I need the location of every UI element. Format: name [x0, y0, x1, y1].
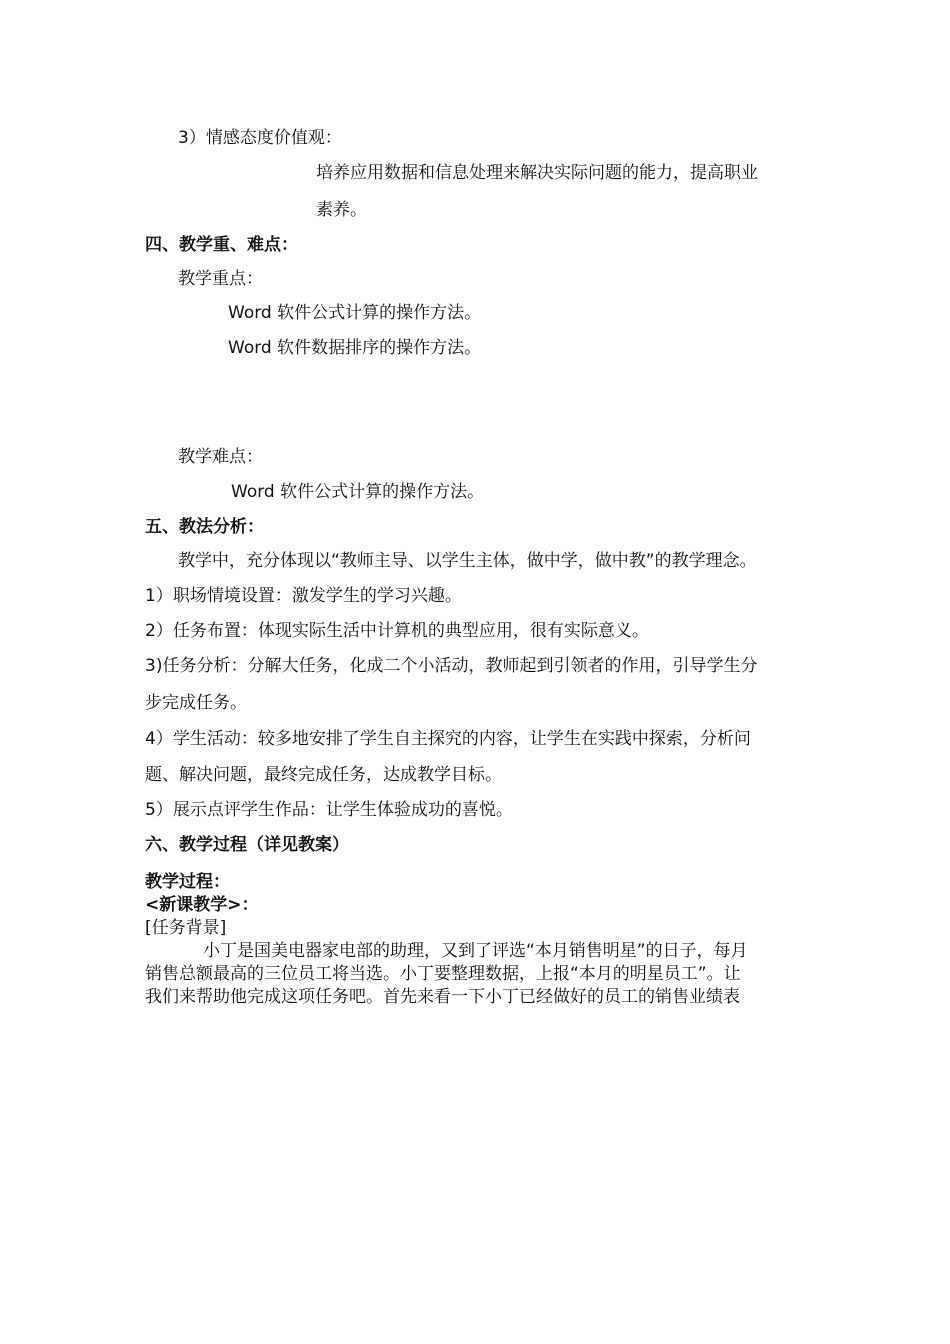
background-line: 销售总额最高的三位员工将当选。小丁要整理数据，上报“本月的明星员工”。让 — [145, 964, 741, 984]
section4-heading: 四、教学重、难点： — [145, 235, 298, 255]
task-background-label: [任务背景] — [145, 918, 227, 938]
difficult-points-label: 教学难点： — [178, 447, 263, 467]
process-label: 教学过程： — [145, 872, 230, 892]
section5-item: 1）职场情境设置：激发学生的学习兴趣。 — [145, 586, 462, 606]
section5-heading: 五、教法分析： — [145, 517, 264, 537]
new-lesson-label: <新课教学>： — [145, 895, 259, 915]
key-point-item: Word 软件数据排序的操作方法。 — [228, 338, 482, 358]
background-line: 我们来帮助他完成这项任务吧。首先来看一下小丁已经做好的员工的销售业绩表 — [145, 987, 740, 1007]
affect-text-line2: 素养。 — [316, 200, 367, 220]
section5-item: 5）展示点评学生作品：让学生体验成功的喜悦。 — [145, 800, 513, 820]
section5-item: 步完成任务。 — [145, 693, 247, 713]
section5-intro: 教学中，充分体现以“教师主导、以学生主体，做中学，做中教”的教学理念。 — [178, 551, 757, 571]
affect-text-line1: 培养应用数据和信息处理来解决实际问题的能力，提高职业 — [316, 163, 758, 183]
key-point-item: Word 软件公式计算的操作方法。 — [228, 303, 482, 323]
difficult-point-item: Word 软件公式计算的操作方法。 — [231, 482, 485, 502]
background-line: 小丁是国美电器家电部的助理，又到了评选“本月销售明星”的日子，每月 — [203, 941, 748, 961]
affect-heading: 3）情感态度价值观： — [178, 128, 342, 148]
section5-item: 2）任务布置：体现实际生活中计算机的典型应用，很有实际意义。 — [145, 621, 649, 641]
key-points-label: 教学重点： — [178, 269, 263, 289]
section5-item: 3)任务分析：分解大任务，化成二个小活动，教师起到引领者的作用，引导学生分 — [145, 656, 758, 676]
section5-item: 题、解决问题，最终完成任务，达成教学目标。 — [145, 765, 502, 785]
section5-item: 4）学生活动：较多地安排了学生自主探究的内容，让学生在实践中探索，分析问 — [145, 729, 751, 749]
section6-heading: 六、教学过程（详见教案） — [145, 835, 349, 855]
